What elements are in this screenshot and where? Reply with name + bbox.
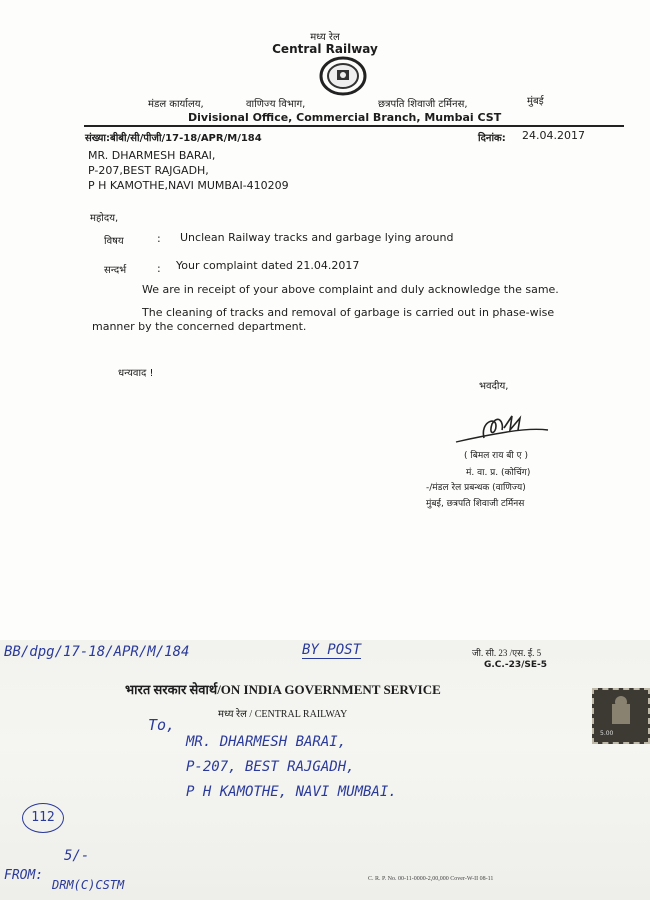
header-org-name: Central Railway [272, 42, 378, 56]
to-label: To, [148, 716, 176, 734]
date-label: दिनांक: [478, 133, 506, 144]
office-hindi-1: मंडल कार्यालय, [148, 99, 204, 110]
postage-stamp [592, 688, 650, 744]
form-code: G.C.-23/SE-5 [484, 660, 548, 670]
from-text: DRM(C)CSTM [52, 878, 125, 892]
reference-text: Your complaint dated 21.04.2017 [176, 259, 360, 272]
signature [452, 412, 552, 448]
recipient-block [88, 148, 289, 193]
address-line: P H KAMOTHE, NAVI MUMBAI. [186, 784, 397, 800]
by-post-note: BY POST [302, 642, 362, 658]
body-paragraph-2-line-1: The cleaning of tracks and removal of garbage is carried out in phase-wise [142, 306, 555, 319]
handwritten-reference: BB/dpg/17-18/APR/M/184 [4, 644, 190, 660]
recipient-line: P-207,BEST RAJGADH, [88, 164, 209, 177]
reference-number: संख्या:बीबी/सी/पीजी/17-18/APR/M/184 [85, 133, 262, 144]
recipient-line: P H KAMOTHE,NAVI MUMBAI-410209 [88, 179, 289, 192]
recipient-line: MR. DHARMESH BARAI, [88, 149, 216, 162]
office-hindi-3: छत्रपति शिवाजी टर्मिनस, [378, 99, 468, 110]
envelope [0, 640, 650, 900]
subject-separator: : [157, 232, 161, 245]
stamp-value: 5.00 [600, 730, 614, 737]
header-hindi-top: मध्य रेल [310, 32, 340, 43]
railway-line: मध्य रेल / CENTRAL RAILWAY [218, 709, 348, 720]
service-line: भारत सरकार सेवार्थ/ON INDIA GOVERNMENT SERVICE [125, 682, 441, 697]
signatory-designation-3: मुंबई, छत्रपति शिवाजी टर्मिनस [426, 499, 525, 509]
envelope-address [186, 730, 397, 805]
address-line: MR. DHARMESH BARAI, [186, 734, 347, 750]
from-amount: 5/- [64, 848, 90, 864]
subject-text: Unclean Railway tracks and garbage lying around [180, 231, 454, 244]
reference-label: सन्दर्भ [104, 265, 127, 276]
header-divider [84, 125, 624, 127]
office-english-line: Divisional Office, Commercial Branch, Mumbai CST [188, 111, 502, 124]
from-label: FROM: [4, 868, 44, 883]
office-hindi-4: मुंबई [527, 96, 544, 107]
yours-text: भवदीय, [479, 381, 509, 392]
footer-print: C. R. P. No. 00-11-0000-2,00,000 Cover-W-II 08-11 [368, 876, 494, 882]
signatory-name: ( बिमल राय बी ए ) [464, 451, 528, 461]
reference-separator: : [157, 262, 161, 275]
salutation: महोदय, [90, 213, 119, 224]
railway-emblem-icon [319, 56, 367, 96]
signatory-designation-1: मं. वा. प्र. (कोचिंग) [466, 468, 531, 478]
signatory-designation-2: -/मंडल रेल प्रबन्धक (वाणिज्य) [426, 483, 526, 493]
address-line: P-207, BEST RAJGADH, [186, 759, 355, 775]
body-paragraph-1: We are in receipt of your above complaint and duly acknowledge the same. [142, 283, 559, 296]
office-hindi-2: वाणिज्य विभाग, [246, 99, 306, 110]
subject-label: विषय [104, 236, 124, 247]
body-paragraph-2-line-2: manner by the concerned department. [92, 320, 307, 333]
form-number-hindi: जी. सी. 23 /एस. ई. 5 [472, 648, 542, 658]
thanks-text: धन्यवाद ! [118, 368, 154, 379]
circled-number: 112 [22, 803, 64, 833]
date-value: 24.04.2017 [522, 129, 585, 142]
